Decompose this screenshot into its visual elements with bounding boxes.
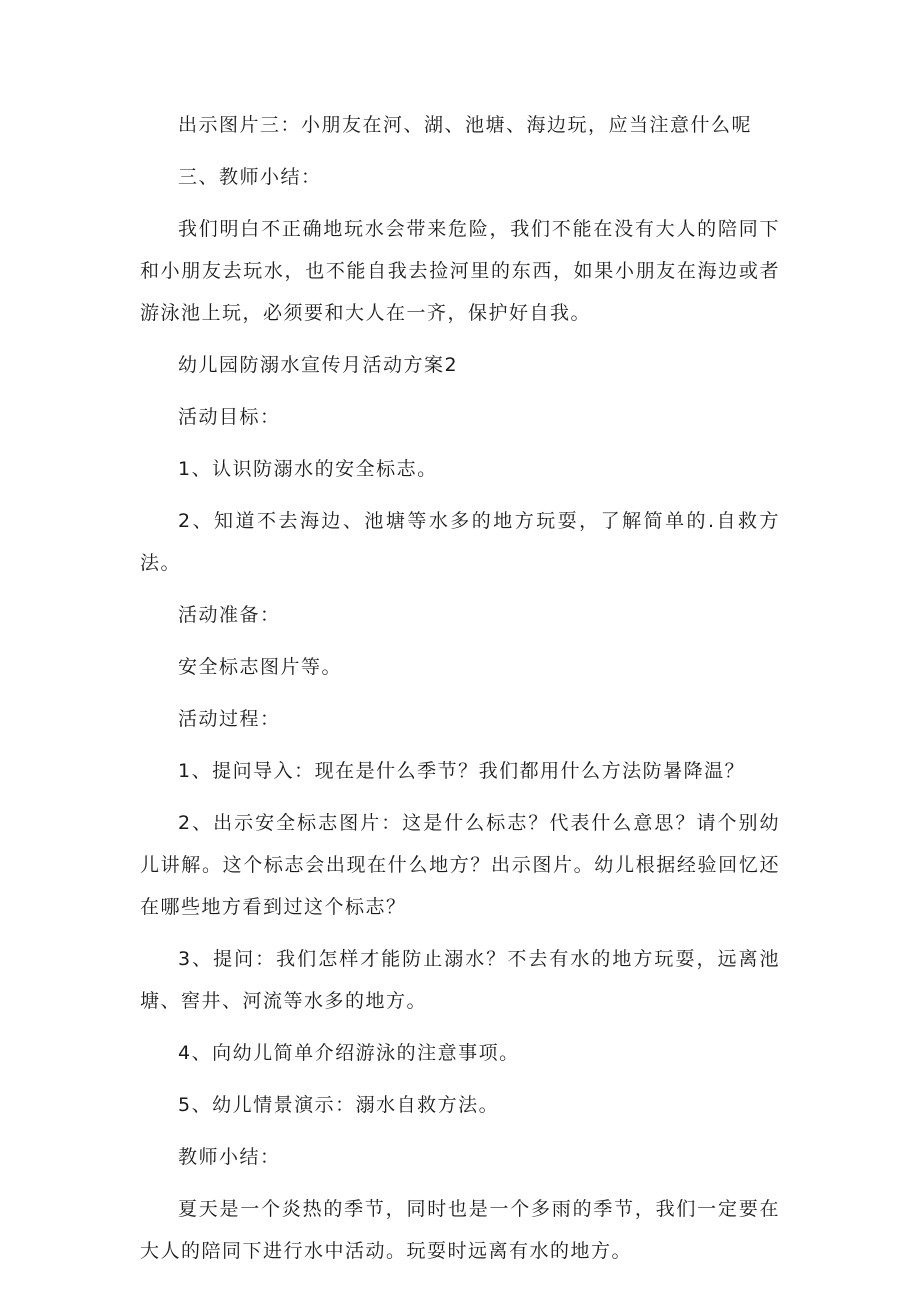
heading-activity-goals: 活动目标：	[178, 406, 281, 428]
process-step-2: 2、出示安全标志图片：这是什么标志？代表什么意思？请个别幼儿讲解。这个标志会出现在什么地方？出示图片。幼儿根据经验回忆还在哪些地方看到过这个标志？	[140, 812, 780, 918]
heading-teacher-summary-three: 三、教师小结：	[178, 166, 322, 188]
goal-item-1: 1、认识防溺水的安全标志。	[178, 458, 438, 480]
process-step-5: 5、幼儿情景演示：溺水自救方法。	[178, 1094, 500, 1116]
process-step-1: 1、提问导入：现在是什么季节？我们都用什么方法防暑降温？	[178, 760, 746, 782]
paragraph-summary-text: 我们明白不正确地玩水会带来危险，我们不能在没有大人的陪同下和小朋友去玩水，也不能自我去捡河里的东西，如果小朋友在海边或者游泳池上玩，必须要和大人在一齐，保护好自我。	[140, 218, 780, 324]
closing-paragraph: 夏天是一个炎热的季节，同时也是一个多雨的季节，我们一定要在大人的陪同下进行水中活动。玩耍时远离有水的地方。	[140, 1198, 780, 1262]
section-title-plan-2: 幼儿园防溺水宣传月活动方案2	[178, 354, 459, 376]
process-step-4: 4、向幼儿简单介绍游泳的注意事项。	[178, 1042, 520, 1064]
heading-activity-process: 活动过程：	[178, 708, 281, 730]
process-step-3: 3、提问：我们怎样才能防止溺水？不去有水的地方玩耍，远离池塘、窖井、河流等水多的地方。	[140, 948, 780, 1012]
preparation-text: 安全标志图片等。	[178, 656, 343, 678]
heading-activity-preparation: 活动准备：	[178, 604, 281, 626]
goal-item-2: 2、知道不去海边、池塘等水多的地方玩耍，了解简单的.自救方法。	[140, 510, 780, 574]
paragraph-picture-three: 出示图片三：小朋友在河、湖、池塘、海边玩，应当注意什么呢	[178, 114, 753, 136]
heading-teacher-summary: 教师小结：	[178, 1146, 281, 1168]
document-body	[140, 104, 780, 1282]
